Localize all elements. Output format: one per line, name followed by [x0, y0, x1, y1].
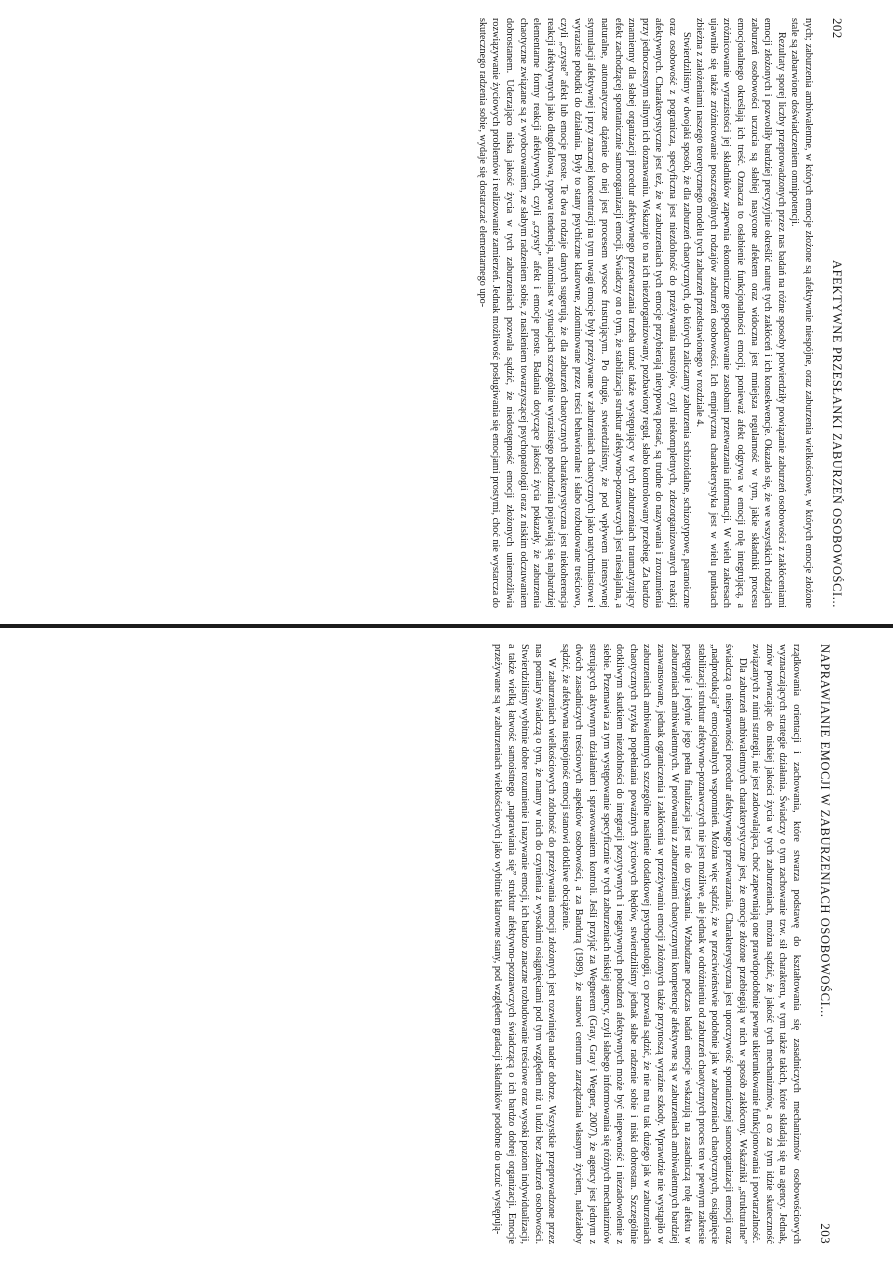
right-page-number: 203 [818, 1223, 833, 1244]
left-body-text [475, 18, 815, 608]
left-running-title: AFEKTYWNE PRZESŁANKI ZABURZEŃ OSOBOWOŚCI... [830, 259, 844, 608]
paragraph: Rezultaty sporej liczby przeprowadzonych przez nas badań na różne sposoby potwierdziły powiązanie zaburzeń osobowości z zakłóceniami emocji złożonych i pozwoliły bardziej precyzyjnie określić naturę tych zakłóceń i ich konsekwencje. Okazało się, że we wszystkich rodzajach zaburzeń osobowości uczucia są słabiej nasycone afektem oraz widoczna jest mniejsza regularność w tym, jakie składniki procesu emocjonalnego określają ich treść. Oznacza to osłabienie funkcjonalności emocji, ponieważ afekt odgrywa w emocji rolę integrującą, a zróżnicowanie wyrazistości jej składników zapewnia ekonomiczne gospodarowanie zasobami przetwarzania informacji. W wielu zakresach ujawniło się także zróżnicowanie poszczególnych rodzajów zaburzeń osobowości. Ich empiryczna charakterystyka jest w wielu punktach zbieżna z założeniami naszego teoretycznego modelu tych zaburzeń przedstawionego w rozdziale 4. [694, 18, 787, 608]
paragraph: W zaburzeniach wielkościowych zdolność do przeżywania emocji złożonych jest rozwinięta nader dobrze. Wszystkie przeprowadzone przez nas pomiary świadczą o tym, że mamy w nich do czynienia z wysokimi osiągnięciami pod tym względem niż u ludzi bez zaburzeń osobowości. Stwierdziliśmy wybitnie dobre rozumienie i nazywanie emocji, ich bardzo znaczne rozbudowanie treściowe oraz wysoki poziom indywidualizacji, a także wielką łatwość samoistnego „naprawiania się” struktur afektywno-poznawczych świadczącą o ich bardzo dobrej organizacji. Emocje przeżywane są w zaburzeniach wielkościowych jako wybitnie klarowne stany, pod względem gradacji składników podobne do uczuć występują- [491, 644, 558, 1244]
left-page [0, 0, 893, 622]
right-running-title: NAPRAWIANIE EMOCJI W ZABURZENIACH OSOBOWOŚCI... [818, 644, 832, 1018]
right-page [0, 628, 893, 1263]
paragraph: nych; zaburzenia ambiwalentne, w których emocje złożone są afektywnie niespójne, oraz zaburzenia wielkościowe, w których emocje złożone stale są zabarwione doświadczeniem omnipotencji. [789, 18, 814, 608]
left-running-head [829, 18, 845, 608]
left-page-content [45, 18, 845, 608]
paragraph: rządkowania orientacji i zachowania, które stwarza podstawę do kształtowania się zasadniczych mechanizmów osobowościowych wyznaczających strategie działania. Świadczy o tym zachowanie tzw. sił charakteru, w tym także takich, które składają się na agency. Jednak, znów powracając do niskiej jakości życia w tych zaburzeniach, można sądzić, że jakość tych mechanizmów, a co za tym idzie skuteczność związanych z nimi strategii, nie jest zadowalająca, choć zapewniają one prawdopodobnie pewne ukierunkowanie funkcjonowania i powtarzalność. [750, 644, 802, 1244]
paragraph: Dla zaburzeń ambiwalentnych charakterystyczne jest, że emocje złożone przebiegają w nich w sposób zakłócony. Wskaźniki „strukturalne” świadczą o niesprawności procedur afektywnego przetwarzania. Charakterystyczna jest uporczywość spontanicznej samoorganizacji emocji oraz „nadprodukcja” emocjonalnych wspomnień. Można więc sądzić, że w przeciwieństwie podobnie jak w zaburzeniach chaotycznych, osiągnięcie stabilizacji struktur afektywno-poznawczych nie jest możliwe, ale jednak w odróżnieniu od zaburzeń chaotycznych proces ten w pewnym zakresie postępuje i jedynie jego pełna finalizacja jest nie do uzyskania. Wzbudzane podczas badań emocje wskazują na zasadniczą rolę afektu w zaburzeniach ambiwalentnych. W porównaniu z zaburzeniami chaotycznymi kompetencje afektywne są w zaburzeniach ambiwalentnych bardziej zaawansowane, jednak ograniczenia i zakłócenia w przeżywaniu emocji złożonych także przynoszą wyraźne szkody. Wprawdzie nie wystąpiło w zaburzeniach ambiwalentnych szczególne nasilenie dodatkowej psychopatologii, co pozwala sądzić, że nie ma tu tak dużego jak w zaburzeniach chaotycznych ryzyka popełniania poważnych życiowych błędów, stwierdziliśmy jednak słabe radzenie sobie i niski dobrostan. Szczególnie dotkliwym skutkiem niezdolności do integracji pozytywnych i negatywnych pobudzeń afektywnych może być niepewność i niezadowolenie z siebie. Przemawia za tym występowanie specyficznie w tych zaburzeniach niskiej agency, czyli słabego informowania się różnych mechanizmów sterujących aktywnym działaniem i sprawowaniem kontroli. Jeśli przyjąć za Wegnerem (Gray, Gray i Wegner, 2007), że agency jest jednym z dwóch zasadniczych treściowych aspektów osobowości, a za Bandurą (1989), że stanowi centrum zarządzania własnym życiem, należałoby sądzić, że afektywna niespójność emocji stanowi dotkliwe obciążenie. [559, 644, 748, 1244]
right-body-text [490, 644, 803, 1244]
paragraph: Stwierdziliśmy w dwojaki sposób, że dla zaburzeń chaotycznych, do których zaliczamy zaburzenia schizoidalne, schizotypowe, paranoiczne oraz osobowość z pogranicza, specyficzna jest niezdolność do przeżywania nastrojów, czyli niekompletnych, zdezorganizowanych reakcji afektywnych. Charakterystyczne jest też, że w zaburzeniach tych emocje przybierają nietypową postać, są trudne do nazywania i zrozumienia przy jednoczesnym silnym ich doznawaniu. Wskazuje to na ich niezdorganizowany, pozbawiony reguł, słabo kontrolowany przebieg. Za bardzo znamienny dla słabej organizacji procedur afektywnego przetwarzania trzeba uznać także występujący w tych zaburzeniach traumatyzujący efekt zachodzącej spontanicznie samoorganizacji emocji. Świadczy on o tym, że stabilizacja struktur afektywno-poznawczych jest niesłajalna, a naturalne, automatyczne dążenie do niej jest procesem wysoce frustrującym. Po drugie, stwierdziliśmy, że pod wpływem intensywnej stymulacji afektywnej i przy znacznej koncentracji na tym uwagi emocje były przeżywane w zaburzeniach chaotycznych jako natychmiastowe i wyraziste pobudki do działania. Były to stany psychiczne klarowne, zdominowane przez treści behawioralne i słabo rozbudowane treściowo, czyli „czyste” afekt lub emocje proste. Te dwa rodzaje danych sugerują, że dla zaburzeń chaotycznych charakterystyczna jest niekoherencja reakcji afektywnych jako długofalowa, typowa tendencja, natomiast w sytuacjach szczególnie wyrazistego pobudzenia pojawiają się najbardziej elementarne formy reakcji afektywnych, czyli „czysty” afekt i emocje proste. Badania dotyczące jakości życia pokazały, że zaburzenia chaotyczne związane są z wyobcowaniem, ze słabym radzeniem sobie, z nasileniem towarzyszącej psychopatologii oraz z niskim odczuwaniem dobrostanem. Uderzająco niska jakość życia w tych zaburzeniach pozwala sądzić, że niedostępność emocji złożonych uniemożliwia rozwiązywanie życiowych problemów i realizowanie zamierzeń. Jednak możliwość posługiwania się emocjami prostymi, choć nie wystarcza do skutecznego radzenia sobie, wydaje się dostarczać elementarnego upo- [476, 18, 692, 608]
right-running-head [817, 644, 833, 1244]
right-page-content [23, 644, 833, 1244]
left-page-number: 202 [830, 18, 845, 39]
